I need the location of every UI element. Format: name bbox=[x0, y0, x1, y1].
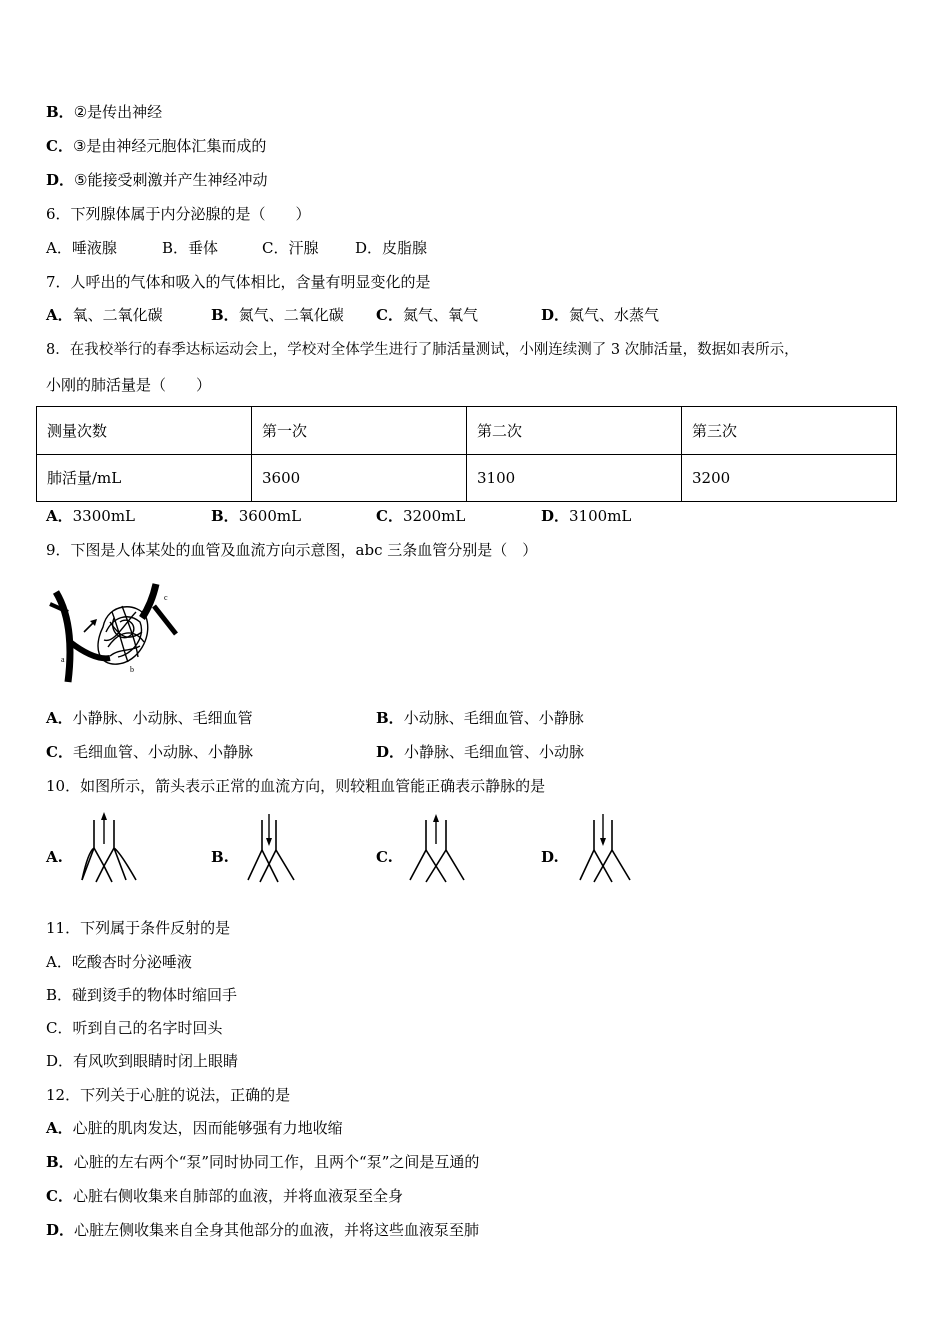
table-cell: 第三次 bbox=[682, 407, 897, 455]
table-cell: 测量次数 bbox=[37, 407, 252, 455]
q8-stem-line2: 小刚的肺活量是（ ） bbox=[46, 376, 212, 394]
table-cell: 3100 bbox=[467, 454, 682, 502]
table-cell: 第一次 bbox=[252, 407, 467, 455]
table-cell: 第二次 bbox=[467, 407, 682, 455]
q8-option-c: C．3200mL bbox=[376, 507, 466, 525]
label-b: b bbox=[130, 665, 134, 674]
table-cell: 3600 bbox=[252, 454, 467, 502]
q9-option-a: A．小静脉、小动脉、毛细血管 bbox=[46, 709, 253, 727]
q10-stem: 10．如图所示，箭头表示正常的血流方向，则较粗血管能正确表示静脉的是 bbox=[46, 777, 546, 795]
q7-option-c: C．氮气、氧气 bbox=[376, 306, 478, 324]
q5-option-b: B．②是传出神经 bbox=[46, 103, 163, 121]
q9-option-d: D．小静脉、毛细血管、小动脉 bbox=[376, 743, 585, 761]
q8-stem-line1: 8．在我校举行的春季达标运动会上，学校对全体学生进行了肺活量测试，小刚连续测了 3 次肺活量，数据如表所示， bbox=[46, 342, 799, 358]
q11-option-a: A．吃酸杏时分泌唾液 bbox=[46, 953, 192, 971]
q7-option-d: D．氮气、水蒸气 bbox=[541, 306, 660, 324]
q5-option-c: C．③是由神经元胞体汇集而成的 bbox=[46, 137, 267, 155]
q12-option-b: B．心脏的左右两个“泵”同时协同工作，且两个“泵”之间是互通的 bbox=[46, 1153, 480, 1171]
q11-stem: 11．下列属于条件反射的是 bbox=[46, 919, 231, 937]
q7-stem: 7．人呼出的气体和吸入的气体相比，含量有明显变化的是 bbox=[46, 273, 431, 291]
q9-option-c: C．毛细血管、小动脉、小静脉 bbox=[46, 743, 253, 761]
q8-option-b: B．3600mL bbox=[211, 507, 302, 525]
q10-figure-c bbox=[406, 810, 466, 884]
q8-option-a: A．3300mL bbox=[46, 507, 135, 525]
q12-option-c: C．心脏右侧收集来自肺部的血液，并将血液泵至全身 bbox=[46, 1187, 403, 1205]
q10-figure-a bbox=[80, 810, 140, 884]
q7-option-a: A．氧、二氧化碳 bbox=[46, 306, 163, 324]
q12-stem: 12．下列关于心脏的说法，正确的是 bbox=[46, 1086, 291, 1104]
q10-option-d-label: D. bbox=[541, 848, 559, 866]
q12-option-d: D．心脏左侧收集来自全身其他部分的血液，并将这些血液泵至肺 bbox=[46, 1221, 480, 1239]
q6-stem: 6．下列腺体属于内分泌腺的是（ ） bbox=[46, 205, 311, 223]
q6-option-d: D．皮脂腺 bbox=[355, 239, 428, 257]
q11-option-c: C．听到自己的名字时回头 bbox=[46, 1019, 223, 1037]
table-cell: 3200 bbox=[682, 454, 897, 502]
table-header-row bbox=[37, 407, 897, 455]
q9-stem: 9．下图是人体某处的血管及血流方向示意图，abc 三条血管分别是（ ） bbox=[46, 541, 538, 559]
q7-option-b: B．氮气、二氧化碳 bbox=[211, 306, 344, 324]
q10-option-a-label: A. bbox=[46, 848, 63, 866]
q9-option-b: B．小动脉、毛细血管、小静脉 bbox=[376, 709, 584, 727]
q10-option-c-label: C. bbox=[376, 848, 393, 866]
label-a: a bbox=[61, 655, 65, 664]
q11-option-b: B．碰到烫手的物体时缩回手 bbox=[46, 986, 238, 1004]
q5-option-d: D．⑤能接受刺激并产生神经冲动 bbox=[46, 171, 268, 189]
q10-figure-d bbox=[576, 810, 636, 884]
q6-option-c: C．汗腺 bbox=[262, 239, 319, 257]
table-row bbox=[37, 454, 897, 502]
table-cell: 肺活量/mL bbox=[37, 454, 252, 502]
q8-option-d: D．3100mL bbox=[541, 507, 632, 525]
q10-option-b-label: B. bbox=[211, 848, 229, 866]
label-c: c bbox=[164, 593, 168, 602]
q12-option-a: A．心脏的肌肉发达，因而能够强有力地收缩 bbox=[46, 1119, 343, 1137]
q10-figure-b bbox=[244, 810, 304, 884]
q6-option-a: A．唾液腺 bbox=[46, 239, 117, 257]
q6-option-b: B．垂体 bbox=[162, 239, 219, 257]
blood-vessel-figure bbox=[48, 582, 180, 686]
lung-capacity-table bbox=[36, 406, 897, 502]
q11-option-d: D．有风吹到眼睛时闭上眼睛 bbox=[46, 1052, 239, 1070]
